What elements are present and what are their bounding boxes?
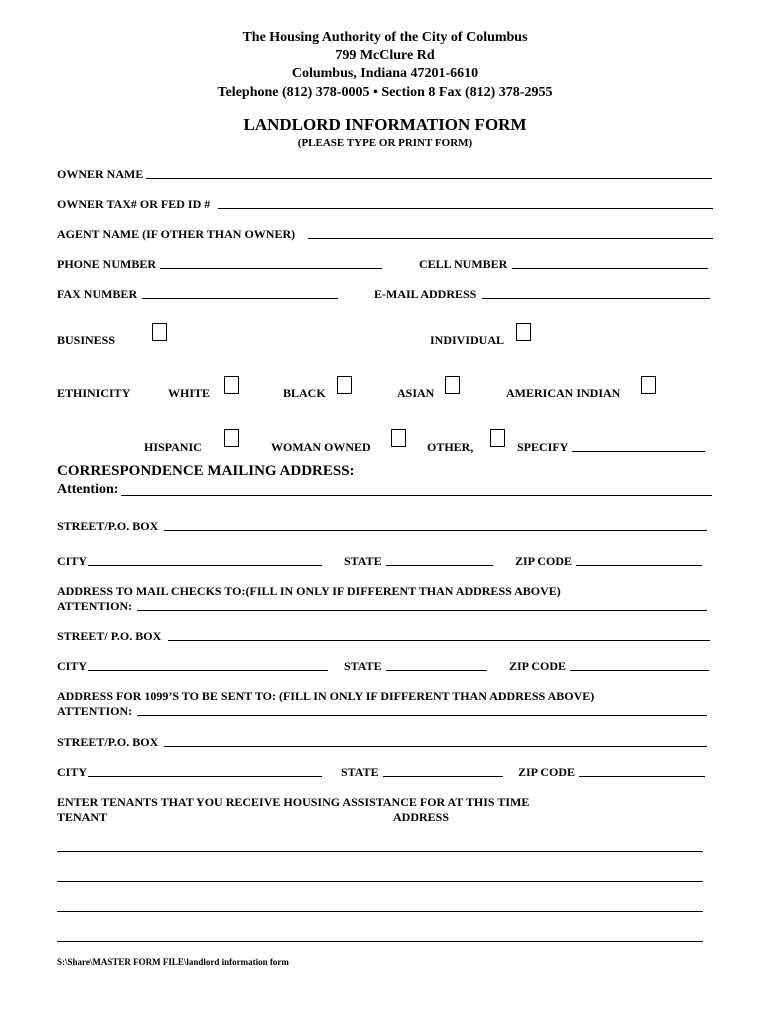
checks-attention-field[interactable] (137, 610, 707, 611)
cell-field[interactable] (512, 268, 708, 269)
form1099-attention-field[interactable] (137, 715, 707, 716)
correspondence-city-label: CITY (57, 554, 88, 568)
agent-name-field[interactable] (308, 238, 713, 239)
correspondence-state-label: STATE (344, 554, 382, 568)
checks-attention-label: ATTENTION: (57, 599, 133, 613)
form1099-state-field[interactable] (383, 776, 503, 777)
org-phone: Telephone (812) 378-0005 • Section 8 Fax (812) 378-2955 (217, 85, 553, 100)
email-label: E-MAIL ADDRESS (374, 287, 477, 301)
correspondence-street-field[interactable] (164, 530, 707, 531)
correspondence-attention-label: Attention: (57, 482, 119, 497)
owner-name-label: OWNER NAME (57, 167, 144, 181)
owner-tax-field[interactable] (218, 208, 713, 209)
specify-field[interactable] (572, 451, 705, 452)
owner-name-field[interactable] (146, 178, 712, 179)
tenant-line-3[interactable] (57, 911, 703, 912)
email-field[interactable] (482, 298, 710, 299)
checks-street-field[interactable] (168, 640, 710, 641)
tenant-line-1[interactable] (57, 851, 703, 852)
specify-label: SPECIFY (517, 440, 569, 454)
checks-heading: ADDRESS TO MAIL CHECKS TO:(FILL IN ONLY IF DIFFERENT THAN ADDRESS ABOVE) (57, 584, 561, 598)
fax-label: FAX NUMBER (57, 287, 138, 301)
tenant-line-4[interactable] (57, 941, 703, 942)
asian-label: ASIAN (397, 386, 435, 400)
form1099-attention-label: ATTENTION: (57, 704, 133, 718)
individual-label: INDIVIDUAL (430, 333, 505, 347)
correspondence-state-field[interactable] (386, 565, 493, 566)
other-label: OTHER, (427, 440, 474, 454)
correspondence-zip-field[interactable] (576, 565, 702, 566)
form1099-zip-field[interactable] (579, 776, 705, 777)
form1099-street-label: STREET/P.O. BOX (57, 735, 159, 749)
checks-city-field[interactable] (88, 670, 328, 671)
hispanic-label: HISPANIC (144, 440, 202, 454)
checks-city-label: CITY (57, 659, 88, 673)
form-subtitle: (PLEASE TYPE OR PRINT FORM) (297, 137, 473, 149)
cell-label: CELL NUMBER (419, 257, 508, 271)
individual-checkbox[interactable] (516, 323, 531, 341)
business-label: BUSINESS (57, 333, 116, 347)
fax-field[interactable] (142, 298, 338, 299)
checks-state-field[interactable] (386, 670, 487, 671)
asian-checkbox[interactable] (445, 376, 460, 394)
footer-file-path: S:\Share\MASTER FORM FILE\landlord information form (57, 957, 289, 967)
american-indian-label: AMERICAN INDIAN (506, 386, 621, 400)
phone-label: PHONE NUMBER (57, 257, 156, 271)
checks-state-label: STATE (344, 659, 382, 673)
black-checkbox[interactable] (337, 376, 352, 394)
form1099-zip-label: ZIP CODE (518, 765, 576, 779)
other-checkbox[interactable] (490, 429, 505, 447)
checks-zip-field[interactable] (570, 670, 709, 671)
black-label: BLACK (283, 386, 326, 400)
tenant-line-2[interactable] (57, 881, 703, 882)
tenant-column-label: TENANT (57, 810, 108, 824)
correspondence-zip-label: ZIP CODE (515, 554, 573, 568)
tenants-heading: ENTER TENANTS THAT YOU RECEIVE HOUSING ASSISTANCE FOR AT THIS TIME (57, 795, 530, 809)
white-checkbox[interactable] (224, 376, 239, 394)
ethnicity-label: ETHINICITY (57, 386, 131, 400)
org-name: The Housing Authority of the City of Columbus (242, 30, 528, 45)
form1099-state-label: STATE (341, 765, 379, 779)
address-column-label: ADDRESS (393, 810, 450, 824)
correspondence-heading: CORRESPONDENCE MAILING ADDRESS: (57, 463, 355, 479)
form1099-street-field[interactable] (164, 746, 707, 747)
correspondence-street-label: STREET/P.O. BOX (57, 519, 159, 533)
white-label: WHITE (168, 386, 211, 400)
owner-tax-label: OWNER TAX# OR FED ID # (57, 197, 211, 211)
form1099-city-label: CITY (57, 765, 88, 779)
checks-street-label: STREET/ P.O. BOX (57, 629, 162, 643)
woman-owned-checkbox[interactable] (391, 429, 406, 447)
form-title: LANDLORD INFORMATION FORM (243, 115, 527, 134)
woman-owned-label: WOMAN OWNED (271, 440, 371, 454)
hispanic-checkbox[interactable] (224, 429, 239, 447)
form1099-city-field[interactable] (88, 776, 322, 777)
form1099-heading: ADDRESS FOR 1099’S TO BE SENT TO: (FILL IN ONLY IF DIFFERENT THAN ADDRESS ABOVE) (57, 689, 595, 703)
business-checkbox[interactable] (152, 323, 167, 341)
american-indian-checkbox[interactable] (641, 376, 656, 394)
phone-field[interactable] (160, 268, 382, 269)
checks-zip-label: ZIP CODE (509, 659, 567, 673)
org-street: 799 McClure Rd (335, 48, 435, 63)
correspondence-city-field[interactable] (88, 565, 322, 566)
agent-name-label: AGENT NAME (IF OTHER THAN OWNER) (57, 227, 296, 241)
org-city: Columbus, Indiana 47201-6610 (291, 66, 479, 81)
correspondence-attention-field[interactable] (121, 495, 712, 496)
